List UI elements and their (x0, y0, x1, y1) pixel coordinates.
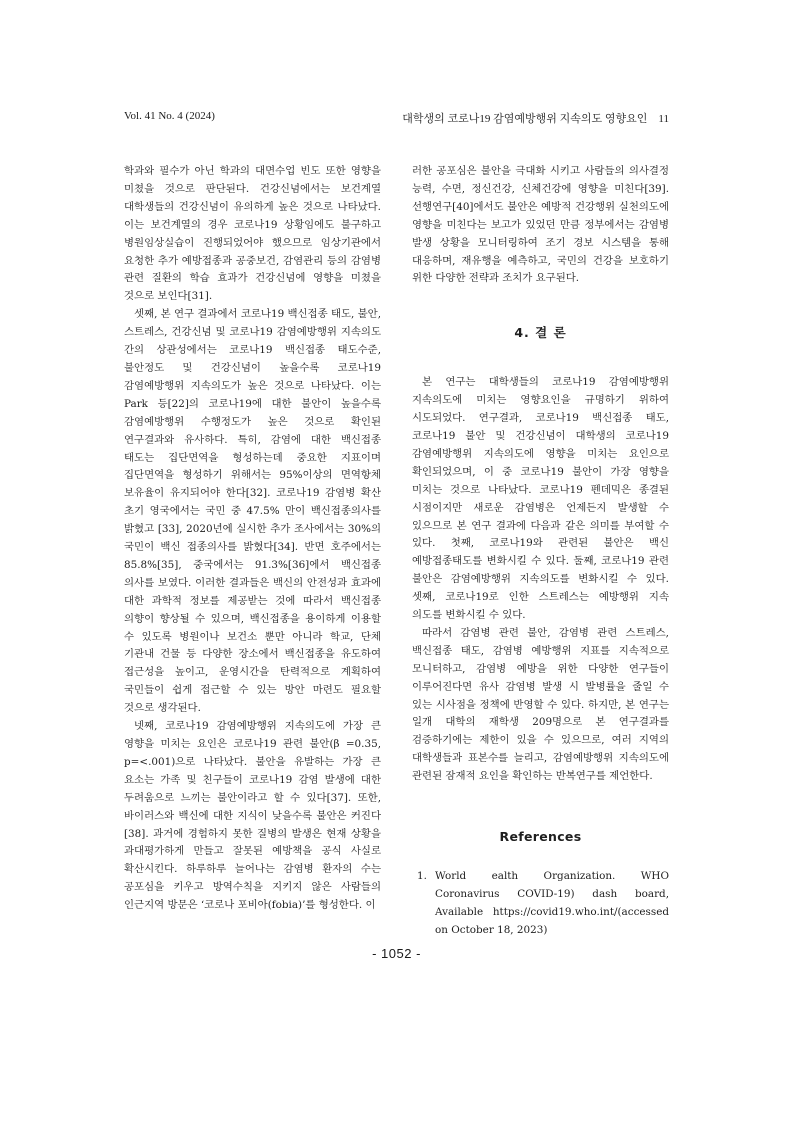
right-column (412, 163, 669, 940)
journal-volume-issue: Vol. 41 No. 4 (2024) (124, 110, 215, 122)
reference-list (412, 868, 669, 940)
conclusion-paragraph-2: 따라서 감염병 관련 불안, 감염병 관련 스트레스, 백신접종 태도, 감염병 예방행위 지표를 지속적으로 모니터하고, 감염병 예방을 위한 다양한 연구들이 이루어진다면 유사 감염병 발생 시 발병률을 줄일 수 있는 시사점을 정책에 반영할 수 있다. 하지만, 본 연구는 일개 대학의 재학생 209명으로 본 연구결과를 검증하기에는 제한이 있을 수 있으므로, 여러 지역의 대학생들과 표본수를 늘리고, 감염예방행위 지속의도에 관련된 잠재적 요인을 확인하는 반복연구를 제언한다. (412, 626, 669, 783)
discussion-continuation: 러한 공포심은 불안을 극대화 시키고 사람들의 의사결정 능력, 수면, 정신건강, 신체건강에 영향을 미친다[39]. 선행연구[40]에서도 불안은 예방적 건강행위 실천의도에 영향을 미친다는 보고가 있었던 만큼 정부에서는 감염병 발생 상황을 모니터링하여 조기 경보 시스템을 통해 대응하며, 재유행을 예측하고, 국민의 건강을 보호하기 위한 다양한 전략과 조치가 요구된다. (412, 165, 669, 285)
running-title-text: 대학생의 코로나19 감염예방행위 지속의도 영향요인 (402, 113, 648, 125)
references-heading: References (499, 829, 582, 845)
left-column (124, 163, 381, 915)
conclusion-paragraph-1: 본 연구는 대학생들의 코로나19 감염예방행위 지속의도에 미치는 영향요인을 규명하기 위하여 시도되었다. 연구결과, 코로나19 백신접종 태도, 코로나19 불안 및 건강신념이 대학생의 코로나19 감염예방행위 지속의도에 영향을 미치는 요인으로 확인되었으며, 이 중 코로나19 불안이 가장 영향을 미치는 것으로 나타났다. 코로나19 펜데믹은 종결된 시점이지만 새로운 감염병은 언제든지 발생할 수 있으므로 본 연구 결과에 다음과 같은 의미를 부여할 수 있다. 첫째, 코로나19와 관련된 불안은 백신 예방접종태도를 변화시킬 수 있다. 둘째, 코로나19 관련 불안은 감염예방행위 지속의도를 변화시킬 수 있다. 셋째, 코로나19로 인한 스트레스는 예방행위 지속 의도를 변화시킬 수 있다. (412, 376, 669, 622)
conclusion-heading: 4. 결 론 (514, 325, 567, 341)
discussion-paragraph-1: 학과와 필수가 아닌 학과의 대면수업 빈도 또한 영향을 미쳤을 것으로 판단된다. 건강신념에서는 보건계열 대학생들의 건강신념이 유의하게 높은 것으로 나타났다. 이는 보건계열의 경우 코로나19 상황임에도 불구하고 병원임상실습이 진행되었어야 했으므로 임상기관에서 요청한 추가 예방접종과 공중보건, 감염관리 등의 감염병 관련 질환의 학습 효과가 건강신념에 영향을 미쳤을 것으로 보인다[31]. (124, 165, 381, 303)
running-page-number: 11 (658, 113, 669, 125)
discussion-paragraph-3: 넷째, 코로나19 감염예방행위 지속의도에 가장 큰 영향을 미치는 요인은 코로나19 관련 불안(β =0.35, p=<.001)으로 나타났다. 불안을 유발하는 가장 큰 요소는 가족 및 친구들이 코로나19 감염 발생에 대한 두려움으로 느끼는 불안이라고 할 수 있다[37]. 또한, 바이러스와 백신에 대한 지식이 낮을수록 불안은 커진다[38]. 과거에 경험하지 못한 질병의 발생은 현재 상황을 과대평가하게 만들고 잘못된 예방책을 공식 사실로 확산시킨다. 하루하루 늘어나는 감염병 환자의 수는 공포심을 키우고 방역수칙을 지키지 않은 사람들의 인근지역 방문은 ‘코로나 포비아(fobia)’를 형성한다. 이 (124, 720, 381, 912)
discussion-paragraph-2: 셋째, 본 연구 결과에서 코로나19 백신접종 태도, 불안, 스트레스, 건강신념 및 코로나19 감염예방행위 지속의도 간의 상관성에서는 코로나19 백신접종 태도수준, 불안정도 및 건강신념이 높을수록 코로나19 감염예방행위 지속의도가 높은 것으로 나타났다. 이는 Park 등[22]의 코로나19에 대한 불안이 높을수록 감염예방행위 수행정도가 높은 것으로 확인된 연구결과와 유사하다. 특히, 감염에 대한 백신접종 태도는 집단면역을 형성하는데 중요한 지표이며 집단면역을 형성하기 위해서는 95%이상의 면역항체 보유율이 유지되어야 한다[32]. 코로나19 감염병 확산 초기 영국에서는 국민 중 47.5% 만이 백신접종의사를 밝혔고 [33], 2020년에 실시한 추가 조사에서는 30%의 국민이 백신 접종의사를 밝혔다[34]. 반면 호주에서는 85.8%[35], 중국에서는 91.3%[36]에서 백신접종 의사를 보였다. 이러한 결과들은 백신의 안전성과 효과에 대한 과학적 정보를 제공받는 것에 따라서 백신접종 의향이 향상될 수 있으며, 백신접종을 용이하게 이용할 수 있도록 병원이나 보건소 뿐만 아니라 학교, 단체 기관내 건물 등 다양한 장소에서 백신접종을 유도하여 접근성을 높이고, 운영시간을 탄력적으로 계획하여 국민들이 쉽게 접근할 수 있는 방안 마련도 필요할 것으로 생각된다. (124, 308, 381, 715)
page-number: - 1052 - (372, 946, 421, 961)
reference-item (412, 868, 669, 940)
reference-text: World ealth Organization. WHO Coronavirus COVID-19) dash board, Available https://covid19.who.int/(accessed on October 18, 2023) (435, 870, 669, 936)
running-title (402, 110, 669, 126)
running-head (124, 110, 669, 126)
reference-number: 1. (417, 870, 427, 882)
